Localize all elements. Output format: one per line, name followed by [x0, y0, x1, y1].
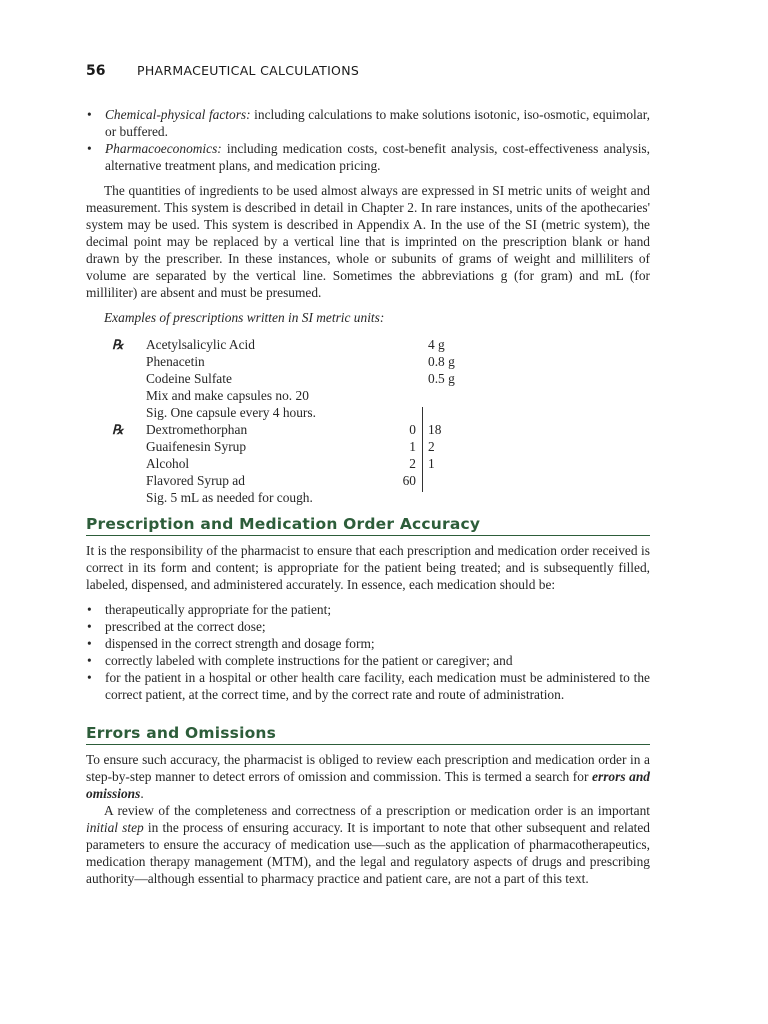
rx2-whole-units: 2	[409, 456, 416, 471]
list-item: • for the patient in a hospital or other health care facility, each medication must be administered to the correct patient, at the correct time, and by the correct rate and route of administration.	[86, 669, 650, 703]
prescription-examples	[86, 336, 650, 506]
si-units-paragraph: The quantities of ingredients to be used almost always are expressed in SI metric units of weight and measurement. This system is described in detail in Chapter 2. In rare instances, units of the apothecaries' system may be used. This system is described in Appendix A. In the use of the SI (metric system), the decimal point may be replaced by a vertical line that is imprinted on the prescription blank or hand drawn by the prescriber. In these instances, whole or subunits of grams of weight and milliliters of volume are separated by the vertical line. Sometimes the abbreviations g (for gram) and mL (for milliliter) are absent and must be presumed.	[86, 183, 650, 300]
running-header	[86, 63, 359, 80]
rx2-whole-units: 60	[402, 473, 416, 488]
running-title: PHARMACEUTICAL CALCULATIONS	[136, 63, 360, 78]
list-item: • Pharmacoeconomics: including medication costs, cost-benefit analysis, cost-effectiveness analysis, alternative treatment plans, and medication pricing.	[86, 140, 650, 174]
rx2-whole-units: 0	[409, 422, 416, 437]
accuracy-bullet-list	[86, 601, 650, 703]
list-item: • correctly labeled with complete instructions for the patient or caregiver; and	[86, 652, 650, 669]
decimal-vertical-line	[422, 407, 423, 492]
rx1-amount: 4 g	[428, 337, 445, 352]
list-item: • Chemical-physical factors: including calculations to make solutions isotonic, iso-osmotic, equimolar, or buffered.	[86, 106, 650, 140]
page-content	[86, 106, 650, 887]
list-item: • dispensed in the correct strength and dosage form;	[86, 635, 650, 652]
rx1-amount: 0.5 g	[428, 371, 455, 386]
rx2-subunits: 2	[428, 439, 435, 454]
rx2-ingredient: Guaifenesin Syrup	[146, 439, 247, 454]
accuracy-paragraph: It is the responsibility of the pharmacist to ensure that each prescription and medication order received is correct in its form and content; is appropriate for the patient being treated; and is subsequently filled, labeled, dispensed, and administered accurately. In essence, each medication should be:	[86, 543, 650, 592]
section-heading-accuracy: Prescription and Medication Order Accuracy	[86, 516, 650, 536]
rx2-subunits: 18	[428, 422, 442, 437]
rx1-ingredient: Codeine Sulfate	[146, 371, 232, 386]
page-number: 56	[86, 63, 106, 79]
errors-paragraph: To ensure such accuracy, the pharmacist is obliged to review each prescription and medication order in a step-by-step manner to detect errors of omission and commission. This is termed a search for errors and omissions.	[86, 752, 650, 801]
rx2-subunits: 1	[428, 456, 435, 471]
rx-symbol: ℞	[112, 337, 124, 352]
examples-caption: Examples of prescriptions written in SI metric units:	[104, 310, 385, 325]
rx1-ingredient: Phenacetin	[146, 354, 205, 369]
review-paragraph: A review of the completeness and correctness of a prescription or medication order is an important initial step in the process of ensuring accuracy. It is important to note that other subsequent and related parameters to ensure the accuracy of medication use—such as the application of pharmacotherapeutics, medication therapy management (MTM), and the legal and regulatory aspects of drugs and prescribing authority—although essential to pharmacy practice and patient care, are not a part of this text.	[86, 803, 650, 886]
list-item: • therapeutically appropriate for the patient;	[86, 601, 650, 618]
rx1-instruction: Sig. One capsule every 4 hours.	[146, 405, 316, 420]
rx2-ingredient: Flavored Syrup ad	[146, 473, 245, 488]
rx2-ingredient: Dextromethorphan	[146, 422, 248, 437]
list-item: • prescribed at the correct dose;	[86, 618, 650, 635]
rx1-ingredient: Acetylsalicylic Acid	[146, 337, 255, 352]
rx2-instruction: Sig. 5 mL as needed for cough.	[146, 490, 313, 505]
rx1-instruction: Mix and make capsules no. 20	[146, 388, 309, 403]
emphasis-errors-omissions: errors and omissions	[86, 769, 650, 801]
rx-symbol: ℞	[112, 422, 124, 437]
emphasis-initial-step: initial step	[86, 820, 144, 835]
rx2-whole-units: 1	[409, 439, 416, 454]
rx2-ingredient: Alcohol	[146, 456, 190, 471]
section-heading-errors: Errors and Omissions	[86, 725, 650, 745]
rx1-amount: 0.8 g	[428, 354, 455, 369]
intro-bullet-list	[86, 106, 650, 174]
